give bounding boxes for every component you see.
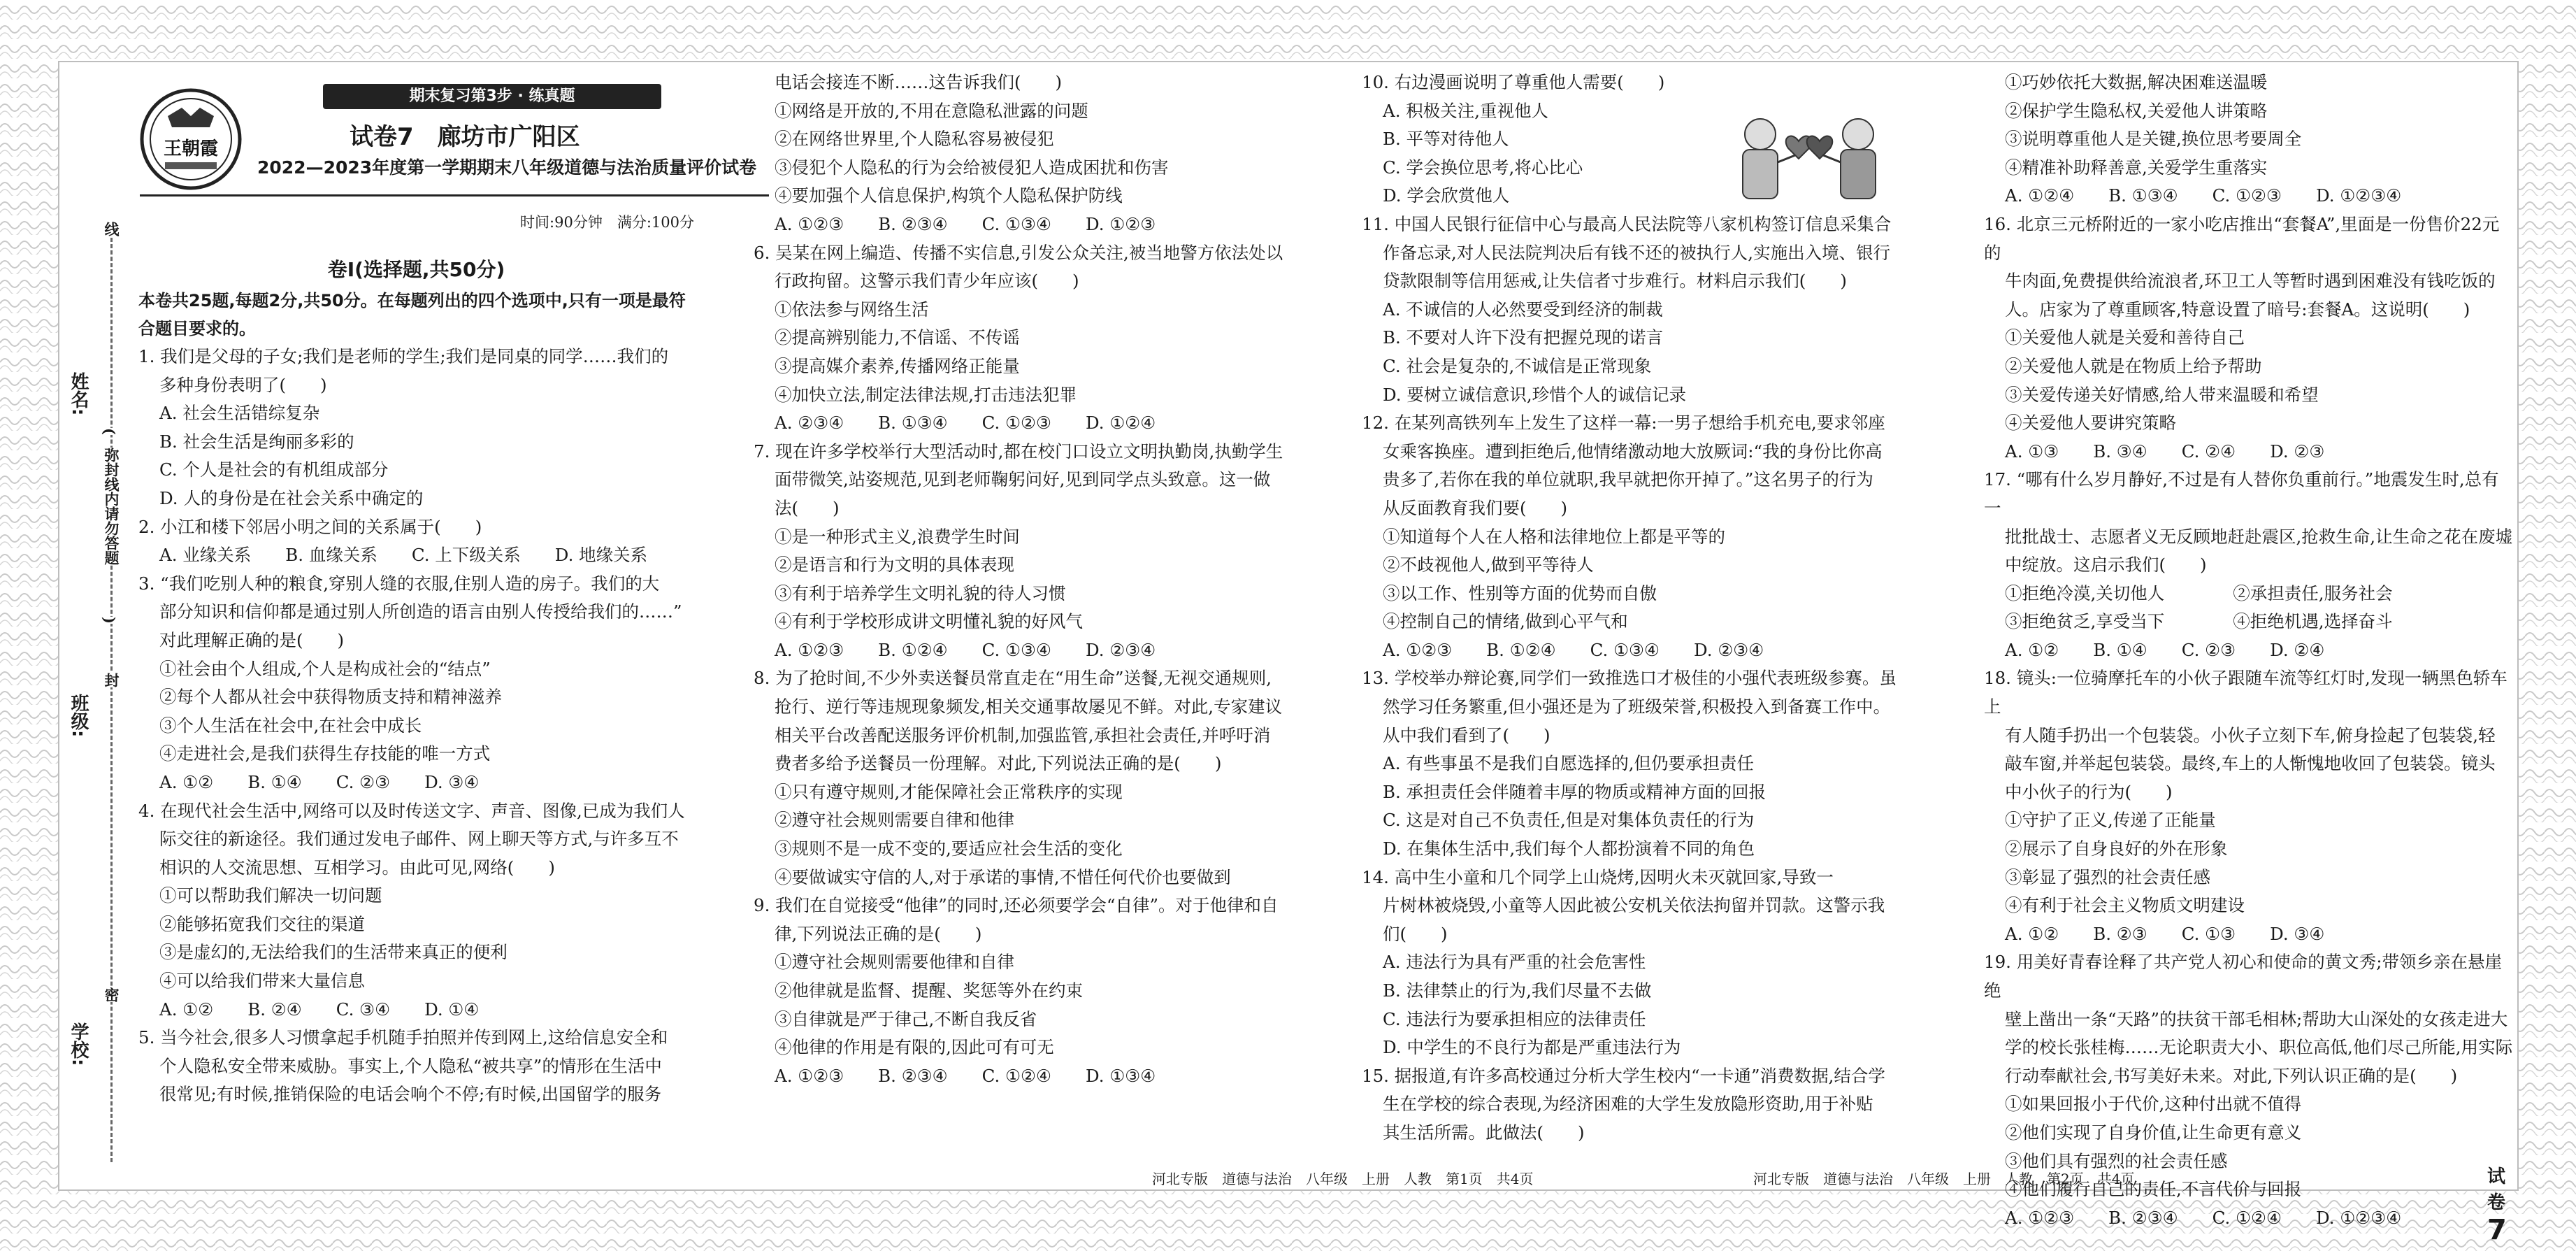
question-column-3	[1362, 69, 1942, 1148]
question-line: ①关爱他人就是关爱和善待自己	[2005, 327, 2245, 348]
seal-mark-paren-close: )	[101, 617, 118, 624]
question-line: B. 不要对人许下没有把握兑现的诺言	[1383, 327, 1664, 348]
question-line: 对此理解正确的是( )	[159, 629, 345, 650]
question-column-2	[754, 69, 1334, 1090]
question-line: 相识的人交流思想、互相学习。由此可见,网络( )	[159, 857, 555, 878]
question-line: 片树林被烧毁,小童等人因此被公安机关依法拘留并罚款。这警示我	[1383, 895, 1885, 916]
seal-mark-note: 弥封线内请勿答题	[101, 448, 122, 565]
question-line: 6. 吴某在网上编造、传播不实信息,引发公众关注,被当地警方依法处以	[754, 242, 1283, 263]
question-line: A. ①②③ B. ②③④ C. ①②④ D. ①②③④	[2005, 1207, 2402, 1228]
question-line: A. ①② B. ①④ C. ②③ D. ③④	[159, 771, 480, 792]
exam-subtitle: 2022—2023年度第一学期期末八年级道德与法治质量评价试卷	[257, 157, 757, 178]
review-banner: 期末复习第3步 · 练真题	[323, 84, 661, 109]
svg-text:王朝霞: 王朝霞	[163, 138, 219, 159]
question-line: A. ①②④ B. ①③④ C. ①②③ D. ①②③④	[2005, 185, 2402, 206]
question-line: ④精准补助释善意,关爱学生重落实	[2005, 157, 2268, 178]
question-line: ①拒绝冷漠,关切他人 ②承担责任,服务社会	[2005, 582, 2393, 603]
section-title: 卷Ⅰ(选择题,共50分)	[327, 258, 505, 281]
question-line: ③是虚幻的,无法给我们的生活带来真正的便利	[159, 942, 508, 963]
publisher-logo	[140, 88, 242, 190]
question-line: C. 这是对自己不负责任,但是对集体负责任的行为	[1383, 810, 1755, 831]
question-line: 壁上凿出一条“天路”的扶贫干部毛相林;帮助大山深处的女孩走进大	[2005, 1008, 2508, 1029]
question-line: ③规则不是一成不变的,要适应社会生活的变化	[775, 838, 1123, 859]
question-line: 电话会接连不断……这告诉我们( )	[775, 72, 1063, 92]
question-line: C. 社会是复杂的,不诚信是正常现象	[1383, 355, 1652, 376]
question-line: A. ②③④ B. ①③④ C. ①②③ D. ①②④	[775, 413, 1156, 434]
question-line: 中小伙子的行为( )	[2005, 781, 2173, 802]
question-line: 4. 在现代社会生活中,网络可以及时传送文字、声音、图像,已成为我们人	[138, 800, 685, 821]
question-line: ③关爱传递关好情感,给人带来温暖和希望	[2005, 384, 2319, 405]
question-line: 女乘客换座。遭到拒绝后,他情绪激动地大放厥词:“我的身份比你高	[1383, 441, 1883, 462]
question-line: ④加快立法,制定法律法规,打击违法犯罪	[775, 384, 1077, 405]
question-line: 很常见;有时候,推销保险的电话会响个不停;有时候,出国留学的服务	[159, 1084, 662, 1105]
question-line: ②不歧视他人,做到平等待人	[1383, 555, 1594, 576]
question-line: C. 违法行为要承担相应的法律责任	[1383, 1008, 1646, 1029]
question-line: 批批战士、志愿者义无反顾地赶赴震区,抢救生命,让生命之花在废墟	[2005, 526, 2513, 547]
question-line: A. 业缘关系 B. 血缘关系 C. 上下级关系 D. 地缘关系	[159, 545, 648, 566]
exam-header	[140, 84, 769, 193]
school-label: 学校:	[68, 1022, 89, 1066]
question-line: A. 不诚信的人必然要受到经济的制裁	[1383, 299, 1663, 320]
question-line: ④他们履行自己的责任,不言代价与回报	[2005, 1179, 2302, 1200]
name-label: 姓名:	[68, 372, 89, 416]
question-line: A. 有些事虽不是我们自愿选择的,但仍要承担责任	[1383, 753, 1755, 774]
question-line: A. ①②③ B. ②③④ C. ①③④ D. ①②③	[775, 213, 1156, 234]
question-line: 们( )	[1383, 923, 1448, 944]
seal-mark-seal: 封	[101, 673, 122, 687]
question-line: 贷款限制等信用惩戒,让失信者寸步难行。材料启示我们( )	[1383, 271, 1847, 292]
question-line: ①是一种形式主义,浪费学生时间	[775, 526, 1020, 547]
footer-page-2: 河北专版 道德与法治 八年级 上册 人教 第2页 共4页	[1753, 1171, 2135, 1187]
question-line: 其生活所需。此做法( )	[1383, 1122, 1585, 1143]
binding-margin	[62, 64, 124, 1187]
question-line: ④可以给我们带来大量信息	[159, 971, 365, 992]
question-line: 16. 北京三元桥附近的一家小吃店推出“套餐A”,里面是一份售价22元的	[1984, 213, 2500, 263]
question-line: ③侵犯个人隐私的行为会给被侵犯人造成困扰和伤害	[775, 157, 1169, 178]
question-line: D. 要树立诚信意识,珍惜个人的诚信记录	[1383, 384, 1687, 405]
question-line: 相关平台改善配送服务评价机制,加强监管,承担社会责任,并呼吁消	[775, 724, 1271, 745]
question-line: 8. 为了抢时间,不少外卖送餐员常直走在“用生命”送餐,无视交通规则,	[754, 668, 1272, 689]
question-column-1	[138, 343, 694, 1109]
question-line: ④走进社会,是我们获得生存技能的唯一方式	[159, 743, 491, 764]
question-line: D. 中学生的不良行为都是严重违法行为	[1383, 1037, 1681, 1058]
question-line: 个人隐私安全带来威胁。事实上,个人隐私“被共享”的情形在生活中	[159, 1055, 662, 1076]
section-intro: 本卷共25题,每题2分,共50分。在每题列出的四个选项中,只有一项是最符合题目要求的。	[138, 291, 686, 338]
question-line: 3. “我们吃别人种的粮食,穿别人缝的衣服,住别人造的房子。我们的大	[138, 573, 660, 594]
question-line: 学的校长张桂梅……无论职责大小、职位高低,他们尽己所能,用实际	[2005, 1037, 2513, 1058]
question-line: ②在网络世界里,个人隐私容易被侵犯	[775, 129, 1054, 150]
question-line: 抢行、逆行等违规现象频发,相关交通事故屡见不鲜。对此,专家建议	[775, 696, 1283, 717]
question-line: A. ①② B. ①④ C. ②③ D. ②④	[2005, 639, 2325, 660]
question-line: 1. 我们是父母的子女;我们是老师的学生;我们是同桌的同学……我们的	[138, 346, 669, 366]
question-line: B. 法律禁止的行为,我们尽量不去做	[1383, 980, 1652, 1001]
seal-mark-secret: 密	[101, 987, 122, 1002]
question-line: 际交往的新途径。我们通过发电子邮件、网上聊天等方式,与许多互不	[159, 829, 679, 850]
question-line: A. ①②③ B. ①②④ C. ①③④ D. ②③④	[775, 639, 1156, 660]
exam-tag-word: 试卷	[2487, 1166, 2506, 1213]
question-line: ④控制自己的情绪,做到心平气和	[1383, 611, 1628, 632]
question-line: ①如果回报小于代价,这种付出就不值得	[2005, 1094, 2302, 1115]
question-line: ①知道每个人在人格和法律地位上都是平等的	[1383, 526, 1725, 547]
question-line: 11. 中国人民银行征信中心与最高人民法院等八家机构签订信息采集合	[1362, 213, 1892, 234]
question-line: ①只有遵守规则,才能保障社会正常秩序的实现	[775, 781, 1123, 802]
question-line: ②每个人都从社会中获得物质支持和精神滋养	[159, 687, 502, 708]
question-line: 然学习任务繁重,但小强还是为了班级荣誉,积极投入到备赛工作中。	[1383, 696, 1891, 717]
question-line: ①网络是开放的,不用在意隐私泄露的问题	[775, 100, 1088, 121]
question-line: ②展示了自身良好的外在形象	[2005, 838, 2228, 859]
question-line: A. 违法行为具有严重的社会危害性	[1383, 952, 1646, 973]
question-line: C. 学会换位思考,将心比心	[1383, 157, 1583, 178]
question-line: ③自律就是严于律己,不断自我反省	[775, 1008, 1037, 1029]
question-line: ②他律就是监督、提醒、奖惩等外在约束	[775, 980, 1083, 1001]
class-label: 班级:	[68, 694, 89, 738]
question-line: A. ①② B. ②③ C. ①③ D. ③④	[2005, 923, 2325, 944]
question-line: ③他们具有强烈的社会责任感	[2005, 1150, 2228, 1171]
respect-cartoon-image	[1722, 106, 1897, 204]
question-line: ③彰显了强烈的社会责任感	[2005, 866, 2210, 887]
question-line: 行政拘留。这警示我们青少年应该( )	[775, 271, 1079, 292]
question-line: ③以工作、性别等方面的优势而自傲	[1383, 582, 1657, 603]
question-column-4	[1984, 69, 2515, 1232]
question-line: ③提高媒介素养,传播网络正能量	[775, 355, 1020, 376]
question-line: D. 在集体生活中,我们每个人都扮演着不同的角色	[1383, 838, 1755, 859]
question-line: 10. 右边漫画说明了尊重他人需要( )	[1362, 72, 1665, 92]
question-line: ①可以帮助我们解决一切问题	[159, 885, 382, 906]
question-line: A. ①②③ B. ①②④ C. ①③④ D. ②③④	[1383, 639, 1764, 660]
question-line: ①巧妙依托大数据,解决困难送温暖	[2005, 72, 2268, 92]
exam-tag-number: 7	[2487, 1214, 2507, 1246]
question-line: ①依法参与网络生活	[775, 299, 929, 320]
question-line: ①社会由个人组成,个人是构成社会的“结点”	[159, 658, 491, 679]
question-line: 法( )	[775, 497, 840, 518]
question-line: 有人随手扔出一个包装袋。小伙子立刻下车,俯身捡起了包装袋,轻	[2005, 724, 2496, 745]
question-line: 19. 用美好青春诠释了共产党人初心和使命的黄文秀;带领乡亲在悬崖绝	[1984, 952, 2503, 1001]
question-line: 人。店家为了尊重顾客,特意设置了暗号:套餐A。这说明( )	[2005, 299, 2470, 320]
question-line: 12. 在某列高铁列车上发生了这样一幕:一男子想给手机充电,要求邻座	[1362, 413, 1885, 434]
question-line: ①守护了正义,传递了正能量	[2005, 810, 2216, 831]
question-line: ④要加强个人信息保护,构筑个人隐私保护防线	[775, 185, 1123, 206]
question-line: ③个人生活在社会中,在社会中成长	[159, 715, 422, 736]
question-line: 9. 我们在自觉接受“他律”的同时,还必须要学会“自律”。对于他律和自	[754, 895, 1279, 916]
header-divider	[140, 194, 769, 196]
question-line: 牛肉面,免费提供给流浪者,环卫工人等暂时遇到困难没有钱吃饭的	[2005, 271, 2496, 292]
question-line: B. 平等对待他人	[1383, 129, 1509, 150]
question-line: 中绽放。这启示我们( )	[2005, 555, 2207, 576]
exam-title: 试卷7 廊坊市广阳区	[350, 123, 580, 151]
question-line: 2. 小江和楼下邻居小明之间的关系属于( )	[138, 516, 482, 537]
question-line: A. 积极关注,重视他人	[1383, 100, 1549, 121]
question-line: 13. 学校举办辩论赛,同学们一致推选口才极佳的小强代表班级参赛。虽	[1362, 668, 1897, 689]
question-line: 17. “哪有什么岁月静好,不过是有人替你负重前行。”地震发生时,总有一	[1984, 469, 2499, 518]
question-line: 生在学校的综合表现,为经济困难的大学生发放隐形资助,用于补贴	[1383, 1094, 1873, 1115]
question-line: ④关爱他人要讲究策略	[2005, 413, 2176, 434]
question-line: ④他律的作用是有限的,因此可有可无	[775, 1037, 1054, 1058]
question-line: ③拒绝贫乏,享受当下 ④拒绝机遇,选择奋斗	[2005, 611, 2393, 632]
question-line: ②关爱他人就是在物质上给予帮助	[2005, 355, 2262, 376]
question-line: ②保护学生隐私权,关爱他人讲策略	[2005, 100, 2268, 121]
seal-dashed-line	[110, 225, 113, 1162]
question-line: A. ①② B. ②④ C. ③④ D. ①④	[159, 999, 480, 1020]
question-line: 费者多给予送餐员一份理解。对此,下列说法正确的是( )	[775, 753, 1222, 774]
exam-number-tag	[2487, 1162, 2515, 1246]
footer-page-1: 河北专版 道德与法治 八年级 上册 人教 第1页 共4页	[1152, 1171, 1534, 1187]
question-line: D. 学会欣赏他人	[1383, 185, 1510, 206]
question-line: 从中我们看到了( )	[1383, 724, 1550, 745]
question-line: 14. 高中生小童和几个同学上山烧烤,因明火未灭就回家,导致一	[1362, 866, 1834, 887]
question-line: ④要做诚实守信的人,对于承诺的事情,不惜任何代价也要做到	[775, 866, 1231, 887]
question-line: ②遵守社会规则需要自律和他律	[775, 810, 1014, 831]
question-line: 贵多了,若你在我的单位就职,我早就把你开掉了。”这名男子的行为	[1383, 469, 1873, 490]
question-line: 7. 现在许多学校举行大型活动时,都在校门口设立文明执勤岗,执勤学生	[754, 441, 1283, 462]
time-info: 时间:90分钟 满分:100分	[520, 214, 694, 231]
seal-mark-paren-open: (	[101, 428, 118, 435]
question-line: 敲车窗,并举起包装袋。最终,车上的人惭愧地收回了包装袋。镜头	[2005, 753, 2496, 774]
question-line: 从反面教育我们要( )	[1383, 497, 1568, 518]
question-line: ②他们实现了自身价值,让生命更有意义	[2005, 1122, 2302, 1143]
question-line: D. 人的身份是在社会关系中确定的	[159, 487, 424, 508]
question-line: ②提高辨别能力,不信谣、不传谣	[775, 327, 1020, 348]
question-line: 18. 镜头:一位骑摩托车的小伙子跟随车流等红灯时,发现一辆黑色轿车上	[1984, 668, 2507, 717]
question-line: ②是语言和行为文明的具体表现	[775, 555, 1014, 576]
question-line: ④有利于社会主义物质文明建设	[2005, 895, 2245, 916]
question-line: B. 承担责任会伴随着丰厚的物质或精神方面的回报	[1383, 781, 1766, 802]
question-line: A. ①②③ B. ②③④ C. ①②④ D. ①③④	[775, 1065, 1156, 1086]
question-line: ④有利于学校形成讲文明懂礼貌的好风气	[775, 611, 1083, 632]
question-line: 行动奉献社会,书写美好未来。对此,下列认识正确的是( )	[2005, 1065, 2458, 1086]
question-line: 5. 当今社会,很多人习惯拿起手机随手拍照并传到网上,这给信息安全和	[138, 1027, 668, 1048]
question-line: C. 个人是社会的有机组成部分	[159, 459, 389, 480]
exam-sheet	[62, 64, 2515, 1246]
question-line: 面带微笑,站姿规范,见到老师鞠躬问好,见到同学点头致意。这一做	[775, 469, 1271, 490]
question-line: ②能够拓宽我们交往的渠道	[159, 913, 365, 934]
question-line: 部分知识和信仰都是通过别人所创造的语言由别人传授给我们的……”	[159, 601, 682, 622]
question-line: ③说明尊重他人是关键,换位思考要周全	[2005, 129, 2302, 150]
question-line: B. 社会生活是绚丽多彩的	[159, 431, 354, 452]
question-line: A. 社会生活错综复杂	[159, 403, 320, 424]
question-line: ①遵守社会规则需要他律和自律	[775, 952, 1014, 973]
seal-mark-line: 线	[101, 222, 122, 236]
question-line: A. ①③ B. ③④ C. ②④ D. ②③	[2005, 441, 2325, 462]
question-line: 15. 据报道,有许多高校通过分析大学生校内“一卡通”消费数据,结合学	[1362, 1065, 1885, 1086]
question-line: 律,下列说法正确的是( )	[775, 923, 982, 944]
question-line: 多种身份表明了( )	[159, 374, 327, 395]
question-line: 作备忘录,对人民法院判决后有钱不还的被执行人,实施出入境、银行	[1383, 242, 1891, 263]
question-line: ③有利于培养学生文明礼貌的待人习惯	[775, 582, 1066, 603]
